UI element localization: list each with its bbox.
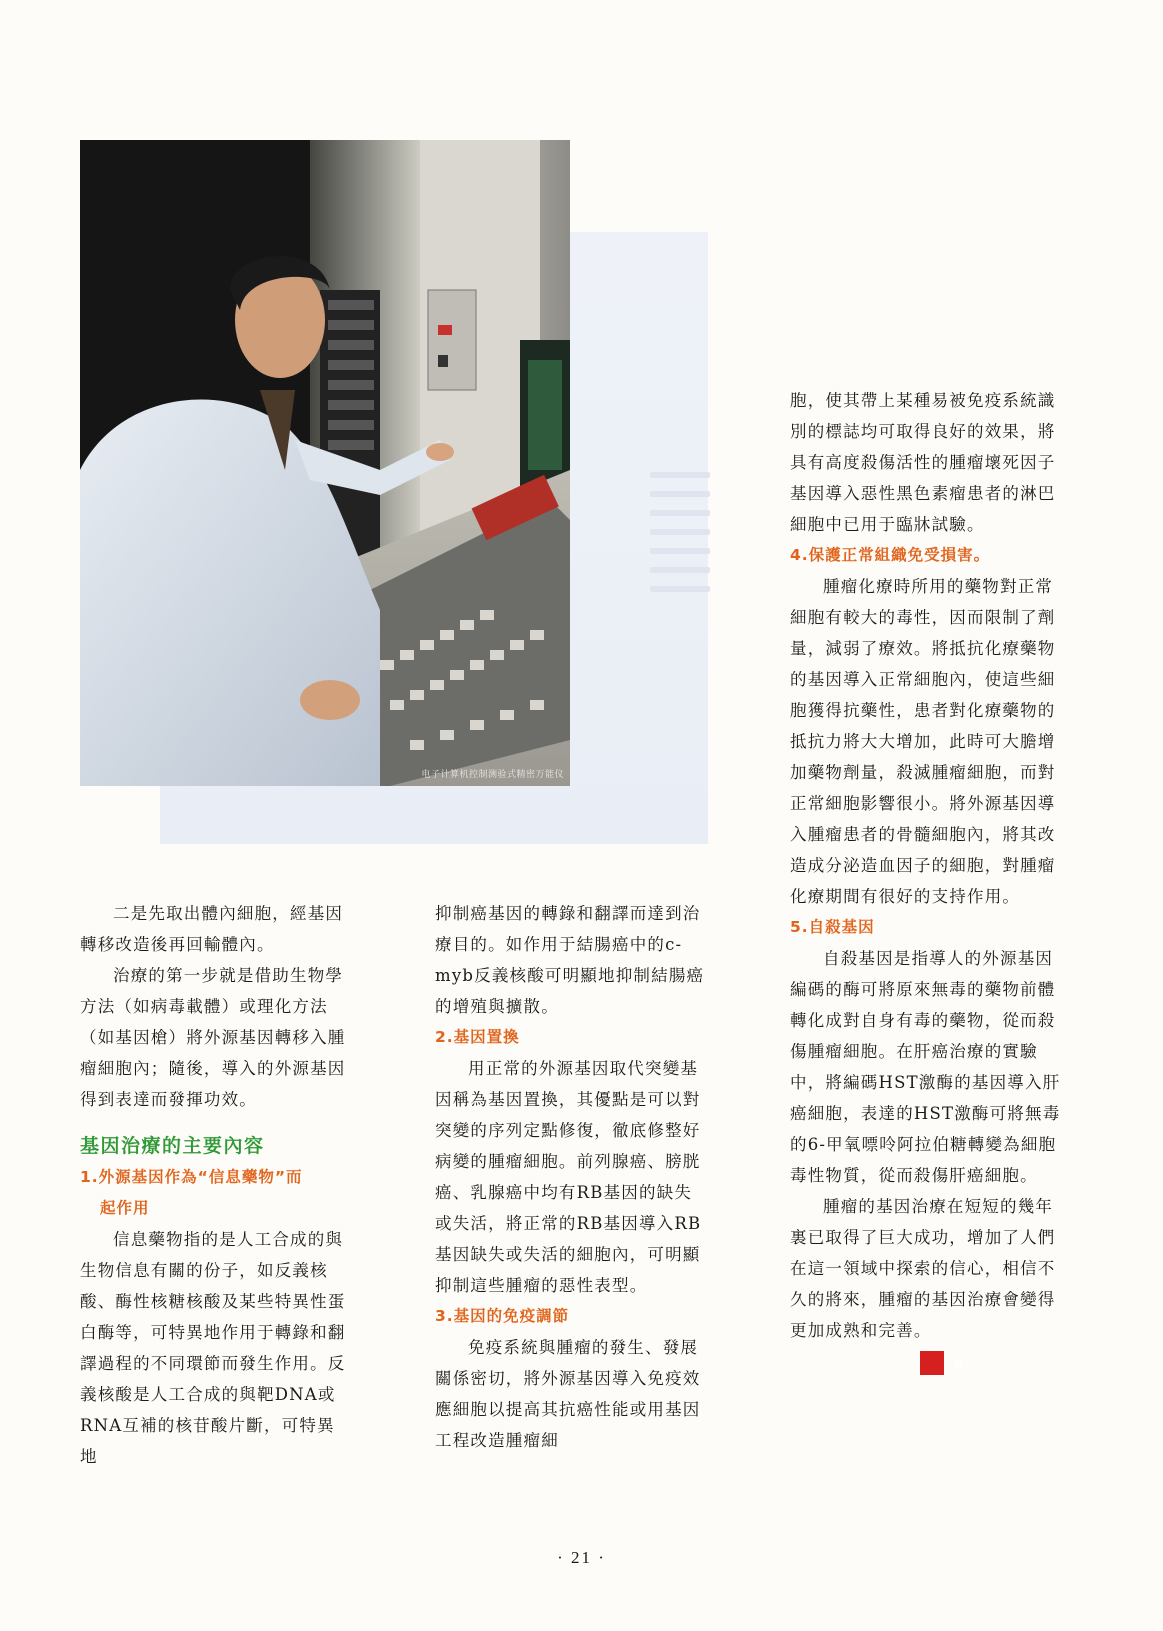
faded-text-lines [650,472,710,605]
column-2 [435,898,707,1456]
paragraph: 治療的第一步就是借助生物學方法（如病毒載體）或理化方法（如基因槍）將外源基因轉移入腫瘤細胞內；隨後，導入的外源基因得到表達而發揮功效。 [80,966,346,1109]
paragraph: 胞，使其帶上某種易被免疫系統識別的標誌均可取得良好的效果，將具有高度殺傷活性的腫瘤壞死因子基因導入惡性黑色素瘤患者的淋巴細胞中已用于臨牀試驗。 [790,391,1056,534]
subheading-4: 4.保護正常組織免受損害。 [790,546,991,564]
lab-photo [80,140,570,786]
paragraph: 自殺基因是指導人的外源基因編碼的酶可將原來無毒的藥物前體轉化成對自身有毒的藥物，從而殺傷腫瘤細胞。在肝癌治療的實驗中，將編碼HST激酶的基因導入肝癌細胞，表達的HST激酶可將無毒的6-甲氧嘌呤阿拉伯糖轉變為細胞毒性物質，從而殺傷肝癌細胞。 [790,949,1061,1185]
subheading-2: 2.基因置換 [435,1028,520,1046]
end-seal-icon: ▦ [920,1351,944,1375]
subheading-1: 1.外源基因作為“信息藥物”而 [80,1168,303,1186]
scientist-at-control-console-image [80,140,570,786]
paragraph: 信息藥物指的是人工合成的與生物信息有關的份子，如反義核酸、酶性核糖核酸及某些特異性蛋白酶等，可特異地作用于轉錄和翻譯過程的不同環節而發生作用。反義核酸是人工合成的與靶DNA或RNA互補的核苷酸片斷，可特異地 [80,1230,346,1466]
paragraph: 腫瘤化療時所用的藥物對正常細胞有較大的毒性，因而限制了劑量，減弱了療效。將抵抗化療藥物的基因導入正常細胞內，使這些細胞獲得抗藥性，患者對化療藥物的抵抗力將大大增加，此時可大膽增加藥物劑量，殺滅腫瘤細胞，而對正常細胞影響很小。將外源基因導入腫瘤患者的骨髓細胞內，將其改造成分泌造血因子的細胞，對腫瘤化療期間有很好的支持作用。 [790,577,1056,906]
column-3 [790,385,1062,1377]
subheading-1-continued: 起作用 [100,1199,150,1217]
section-title: 基因治療的主要內容 [80,1135,265,1157]
final-text: 腫瘤的基因治療在短短的幾年裏已取得了巨大成功，增加了人們在這一領域中探索的信心，相信不久的將來，腫瘤的基因治療會變得更加成熟和完善。 [790,1197,1056,1340]
paragraph: 抑制癌基因的轉錄和翻譯而達到治療目的。如作用于結腸癌中的c-myb反義核酸可明顯地抑制結腸癌的增殖與擴散。 [435,904,705,1016]
photo-caption: 电子计算机控制测验式精密万能仪 [421,770,564,780]
paragraph: 免疫系統與腫瘤的發生、發展關係密切，將外源基因導入免疫效應細胞以提高其抗癌性能或用基因工程改造腫瘤細 [435,1338,701,1450]
page-number: · 21 · [557,1548,606,1567]
paragraph: 二是先取出體內細胞，經基因轉移改造後再回輸體內。 [80,904,344,954]
paragraph: 用正常的外源基因取代突變基因稱為基因置換，其優點是可以對突變的序列定點修復，徹底修整好病變的腫瘤細胞。前列腺癌、膀胱癌、乳腺癌中均有RB基因的缺失或失活，將正常的RB基因導入RB基因缺失或失活的細胞內，可明顯抑制這些腫瘤的惡性表型。 [435,1059,702,1295]
column-1 [80,898,350,1472]
subheading-3: 3.基因的免疫調節 [435,1307,570,1325]
subheading-5: 5.自殺基因 [790,918,875,936]
paragraph-final [790,1191,1062,1377]
